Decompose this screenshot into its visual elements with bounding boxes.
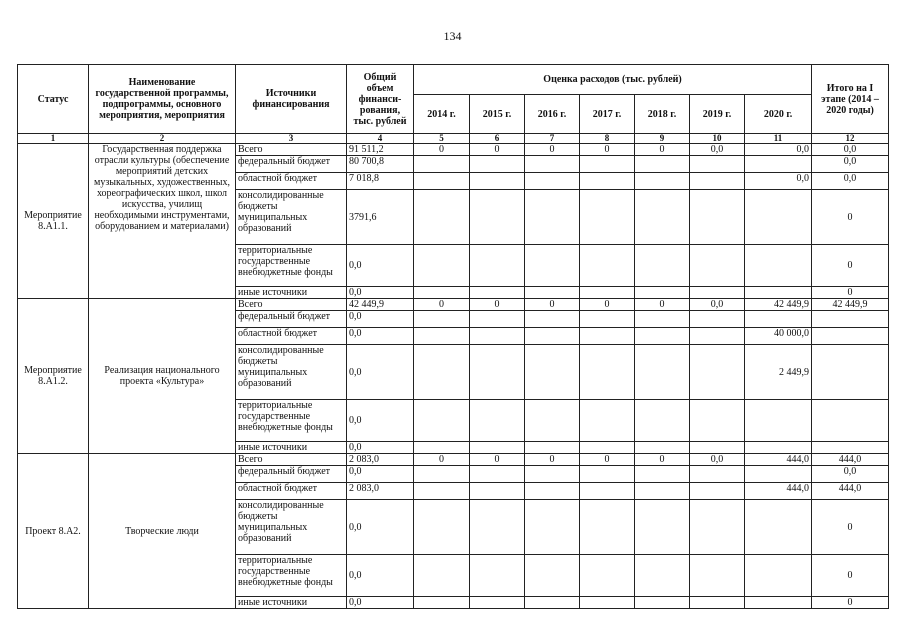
stage-total-cell <box>812 345 889 400</box>
column-number: 8 <box>580 134 635 144</box>
year-value-cell <box>690 245 745 287</box>
status-cell: Проект 8.А2. <box>18 454 89 609</box>
year-value-cell <box>470 311 525 328</box>
stage-total-cell: 444,0 <box>812 454 889 466</box>
year-value-cell <box>470 483 525 500</box>
header-sources: Источники финансирования <box>236 65 347 134</box>
year-value-cell <box>470 287 525 299</box>
year-value-cell <box>745 597 812 609</box>
year-value-cell <box>470 345 525 400</box>
header-year: 2016 г. <box>525 95 580 134</box>
year-value-cell: 0,0 <box>745 144 812 156</box>
year-value-cell <box>690 555 745 597</box>
source-cell: территориальные государственные внебюджетные фонды <box>236 400 347 442</box>
total-cell: 2 083,0 <box>347 454 414 466</box>
financing-table <box>17 64 889 609</box>
total-cell: 0,0 <box>347 466 414 483</box>
year-value-cell <box>580 500 635 555</box>
total-cell: 80 700,8 <box>347 156 414 173</box>
header-estimate: Оценка расходов (тыс. рублей) <box>414 65 812 95</box>
year-value-cell <box>470 400 525 442</box>
source-cell: иные источники <box>236 287 347 299</box>
year-value-cell <box>414 156 470 173</box>
year-value-cell <box>635 555 690 597</box>
year-value-cell: 0 <box>635 299 690 311</box>
total-cell: 0,0 <box>347 287 414 299</box>
year-value-cell <box>580 345 635 400</box>
year-value-cell: 444,0 <box>745 454 812 466</box>
year-value-cell <box>635 173 690 190</box>
column-number: 7 <box>525 134 580 144</box>
source-cell: федеральный бюджет <box>236 311 347 328</box>
year-value-cell <box>690 442 745 454</box>
total-cell: 0,0 <box>347 328 414 345</box>
year-value-cell <box>635 156 690 173</box>
column-number: 4 <box>347 134 414 144</box>
year-value-cell: 0,0 <box>690 299 745 311</box>
source-cell: областной бюджет <box>236 483 347 500</box>
source-cell: Всего <box>236 454 347 466</box>
column-number: 11 <box>745 134 812 144</box>
total-cell: 91 511,2 <box>347 144 414 156</box>
year-value-cell <box>580 483 635 500</box>
name-cell: Реализация национального проекта «Культура» <box>89 299 236 454</box>
year-value-cell <box>580 466 635 483</box>
year-value-cell <box>525 328 580 345</box>
year-value-cell <box>635 328 690 345</box>
table-body <box>18 144 889 609</box>
year-value-cell <box>690 345 745 400</box>
stage-total-cell: 0,0 <box>812 173 889 190</box>
year-value-cell <box>745 311 812 328</box>
header-year: 2020 г. <box>745 95 812 134</box>
table-row <box>18 299 889 311</box>
total-cell: 0,0 <box>347 311 414 328</box>
source-cell: консолидированные бюджеты муниципальных образований <box>236 500 347 555</box>
year-value-cell <box>580 190 635 245</box>
stage-total-cell: 0 <box>812 190 889 245</box>
stage-total-cell: 0 <box>812 555 889 597</box>
column-number: 6 <box>470 134 525 144</box>
year-value-cell <box>525 555 580 597</box>
status-cell: Мероприятие 8.А1.2. <box>18 299 89 454</box>
year-value-cell <box>690 311 745 328</box>
year-value-cell <box>414 483 470 500</box>
name-cell: Государственная поддержка отрасли культуры (обеспечение мероприятий детских музыкальных, художественных, хореографических школ, школ искусства, училищ необходимыми инструментами, оборудованием и материалами) <box>89 144 236 299</box>
year-value-cell <box>635 311 690 328</box>
year-value-cell: 0 <box>414 299 470 311</box>
year-value-cell <box>525 156 580 173</box>
column-number: 10 <box>690 134 745 144</box>
year-value-cell: 42 449,9 <box>745 299 812 311</box>
year-value-cell: 0 <box>414 454 470 466</box>
year-value-cell: 0 <box>580 144 635 156</box>
total-cell: 2 083,0 <box>347 483 414 500</box>
name-cell: Творческие люди <box>89 454 236 609</box>
source-cell: иные источники <box>236 597 347 609</box>
year-value-cell <box>745 190 812 245</box>
total-cell: 0,0 <box>347 442 414 454</box>
source-cell: иные источники <box>236 442 347 454</box>
year-value-cell <box>580 245 635 287</box>
year-value-cell <box>525 442 580 454</box>
year-value-cell <box>470 156 525 173</box>
header-stage-total: Итого на I этапе (2014 – 2020 годы) <box>812 65 889 134</box>
year-value-cell: 0 <box>525 454 580 466</box>
year-value-cell: 0,0 <box>690 144 745 156</box>
year-value-cell: 0,0 <box>690 454 745 466</box>
source-cell: территориальные государственные внебюджетные фонды <box>236 555 347 597</box>
total-cell: 7 018,8 <box>347 173 414 190</box>
year-value-cell <box>580 597 635 609</box>
stage-total-cell: 42 449,9 <box>812 299 889 311</box>
year-value-cell <box>690 400 745 442</box>
header-year: 2014 г. <box>414 95 470 134</box>
year-value-cell <box>470 466 525 483</box>
year-value-cell: 0 <box>580 454 635 466</box>
year-value-cell <box>414 345 470 400</box>
header-status: Статус <box>18 65 89 134</box>
header-year: 2017 г. <box>580 95 635 134</box>
year-value-cell <box>525 400 580 442</box>
year-value-cell <box>635 442 690 454</box>
year-value-cell: 0 <box>635 144 690 156</box>
column-number: 12 <box>812 134 889 144</box>
year-value-cell <box>525 483 580 500</box>
year-value-cell <box>470 328 525 345</box>
column-number: 5 <box>414 134 470 144</box>
year-value-cell <box>525 311 580 328</box>
year-value-cell <box>414 442 470 454</box>
year-value-cell <box>745 156 812 173</box>
year-value-cell <box>580 156 635 173</box>
year-value-cell: 0 <box>414 144 470 156</box>
source-cell: Всего <box>236 144 347 156</box>
page-number: 134 <box>443 29 462 43</box>
year-value-cell <box>414 287 470 299</box>
year-value-cell <box>635 466 690 483</box>
year-value-cell <box>580 442 635 454</box>
total-cell: 0,0 <box>347 555 414 597</box>
year-value-cell <box>690 483 745 500</box>
stage-total-cell: 0,0 <box>812 466 889 483</box>
year-value-cell <box>690 156 745 173</box>
source-cell: областной бюджет <box>236 328 347 345</box>
total-cell: 0,0 <box>347 245 414 287</box>
column-number: 2 <box>89 134 236 144</box>
year-value-cell <box>690 190 745 245</box>
year-value-cell <box>690 597 745 609</box>
year-value-cell <box>745 245 812 287</box>
year-value-cell <box>525 173 580 190</box>
year-value-cell <box>580 328 635 345</box>
year-value-cell: 444,0 <box>745 483 812 500</box>
year-value-cell <box>635 345 690 400</box>
year-value-cell <box>580 311 635 328</box>
stage-total-cell <box>812 311 889 328</box>
year-value-cell <box>414 173 470 190</box>
column-number: 1 <box>18 134 89 144</box>
year-value-cell: 0 <box>525 144 580 156</box>
year-value-cell <box>580 173 635 190</box>
year-value-cell: 40 000,0 <box>745 328 812 345</box>
year-value-cell <box>690 466 745 483</box>
year-value-cell: 2 449,9 <box>745 345 812 400</box>
stage-total-cell: 0 <box>812 500 889 555</box>
year-value-cell <box>470 555 525 597</box>
year-value-cell <box>414 500 470 555</box>
year-value-cell <box>414 400 470 442</box>
year-value-cell <box>635 245 690 287</box>
year-value-cell <box>745 400 812 442</box>
year-value-cell: 0 <box>525 299 580 311</box>
total-cell: 0,0 <box>347 597 414 609</box>
total-cell: 0,0 <box>347 500 414 555</box>
year-value-cell <box>470 245 525 287</box>
total-cell: 42 449,9 <box>347 299 414 311</box>
year-value-cell <box>635 287 690 299</box>
year-value-cell <box>580 287 635 299</box>
stage-total-cell: 0 <box>812 597 889 609</box>
source-cell: Всего <box>236 299 347 311</box>
year-value-cell <box>470 173 525 190</box>
year-value-cell <box>525 245 580 287</box>
year-value-cell <box>745 287 812 299</box>
source-cell: консолидированные бюджеты муниципальных образований <box>236 345 347 400</box>
year-value-cell <box>635 483 690 500</box>
year-value-cell <box>580 555 635 597</box>
source-cell: консолидированные бюджеты муниципальных образований <box>236 190 347 245</box>
year-value-cell <box>745 500 812 555</box>
year-value-cell <box>470 500 525 555</box>
year-value-cell <box>525 597 580 609</box>
year-value-cell <box>745 466 812 483</box>
total-cell: 3791,6 <box>347 190 414 245</box>
year-value-cell: 0 <box>580 299 635 311</box>
year-value-cell: 0 <box>470 144 525 156</box>
year-value-cell <box>525 345 580 400</box>
header-year: 2018 г. <box>635 95 690 134</box>
column-number: 9 <box>635 134 690 144</box>
year-value-cell <box>635 500 690 555</box>
year-value-cell <box>635 400 690 442</box>
year-value-cell <box>414 466 470 483</box>
year-value-cell <box>414 597 470 609</box>
year-value-cell <box>470 190 525 245</box>
table-row <box>18 144 889 156</box>
year-value-cell <box>580 400 635 442</box>
year-value-cell <box>690 500 745 555</box>
total-cell: 0,0 <box>347 345 414 400</box>
source-cell: федеральный бюджет <box>236 156 347 173</box>
year-value-cell: 0,0 <box>745 173 812 190</box>
year-value-cell <box>525 466 580 483</box>
year-value-cell <box>745 555 812 597</box>
year-value-cell <box>745 442 812 454</box>
source-cell: территориальные государственные внебюджетные фонды <box>236 245 347 287</box>
stage-total-cell: 444,0 <box>812 483 889 500</box>
header-year: 2019 г. <box>690 95 745 134</box>
stage-total-cell <box>812 442 889 454</box>
year-value-cell <box>525 287 580 299</box>
stage-total-cell <box>812 400 889 442</box>
header-year: 2015 г. <box>470 95 525 134</box>
year-value-cell: 0 <box>470 454 525 466</box>
year-value-cell <box>414 555 470 597</box>
year-value-cell <box>635 190 690 245</box>
status-cell: Мероприятие 8.А1.1. <box>18 144 89 299</box>
year-value-cell <box>470 597 525 609</box>
stage-total-cell: 0 <box>812 245 889 287</box>
header-total: Общий объем финанси-рования, тыс. рублей <box>347 65 414 134</box>
year-value-cell <box>414 328 470 345</box>
stage-total-cell: 0 <box>812 287 889 299</box>
year-value-cell <box>470 442 525 454</box>
source-cell: федеральный бюджет <box>236 466 347 483</box>
year-value-cell <box>690 287 745 299</box>
column-number: 3 <box>236 134 347 144</box>
year-value-cell <box>414 190 470 245</box>
year-value-cell: 0 <box>635 454 690 466</box>
table-row <box>18 454 889 466</box>
year-value-cell: 0 <box>470 299 525 311</box>
year-value-cell <box>690 328 745 345</box>
year-value-cell <box>525 190 580 245</box>
year-value-cell <box>635 597 690 609</box>
header-name: Наименование государственной программы, подпрограммы, основного мероприятия, мероприятия <box>89 65 236 134</box>
stage-total-cell <box>812 328 889 345</box>
source-cell: областной бюджет <box>236 173 347 190</box>
total-cell: 0,0 <box>347 400 414 442</box>
year-value-cell <box>414 245 470 287</box>
year-value-cell <box>690 173 745 190</box>
stage-total-cell: 0,0 <box>812 144 889 156</box>
stage-total-cell: 0,0 <box>812 156 889 173</box>
year-value-cell <box>525 500 580 555</box>
year-value-cell <box>414 311 470 328</box>
